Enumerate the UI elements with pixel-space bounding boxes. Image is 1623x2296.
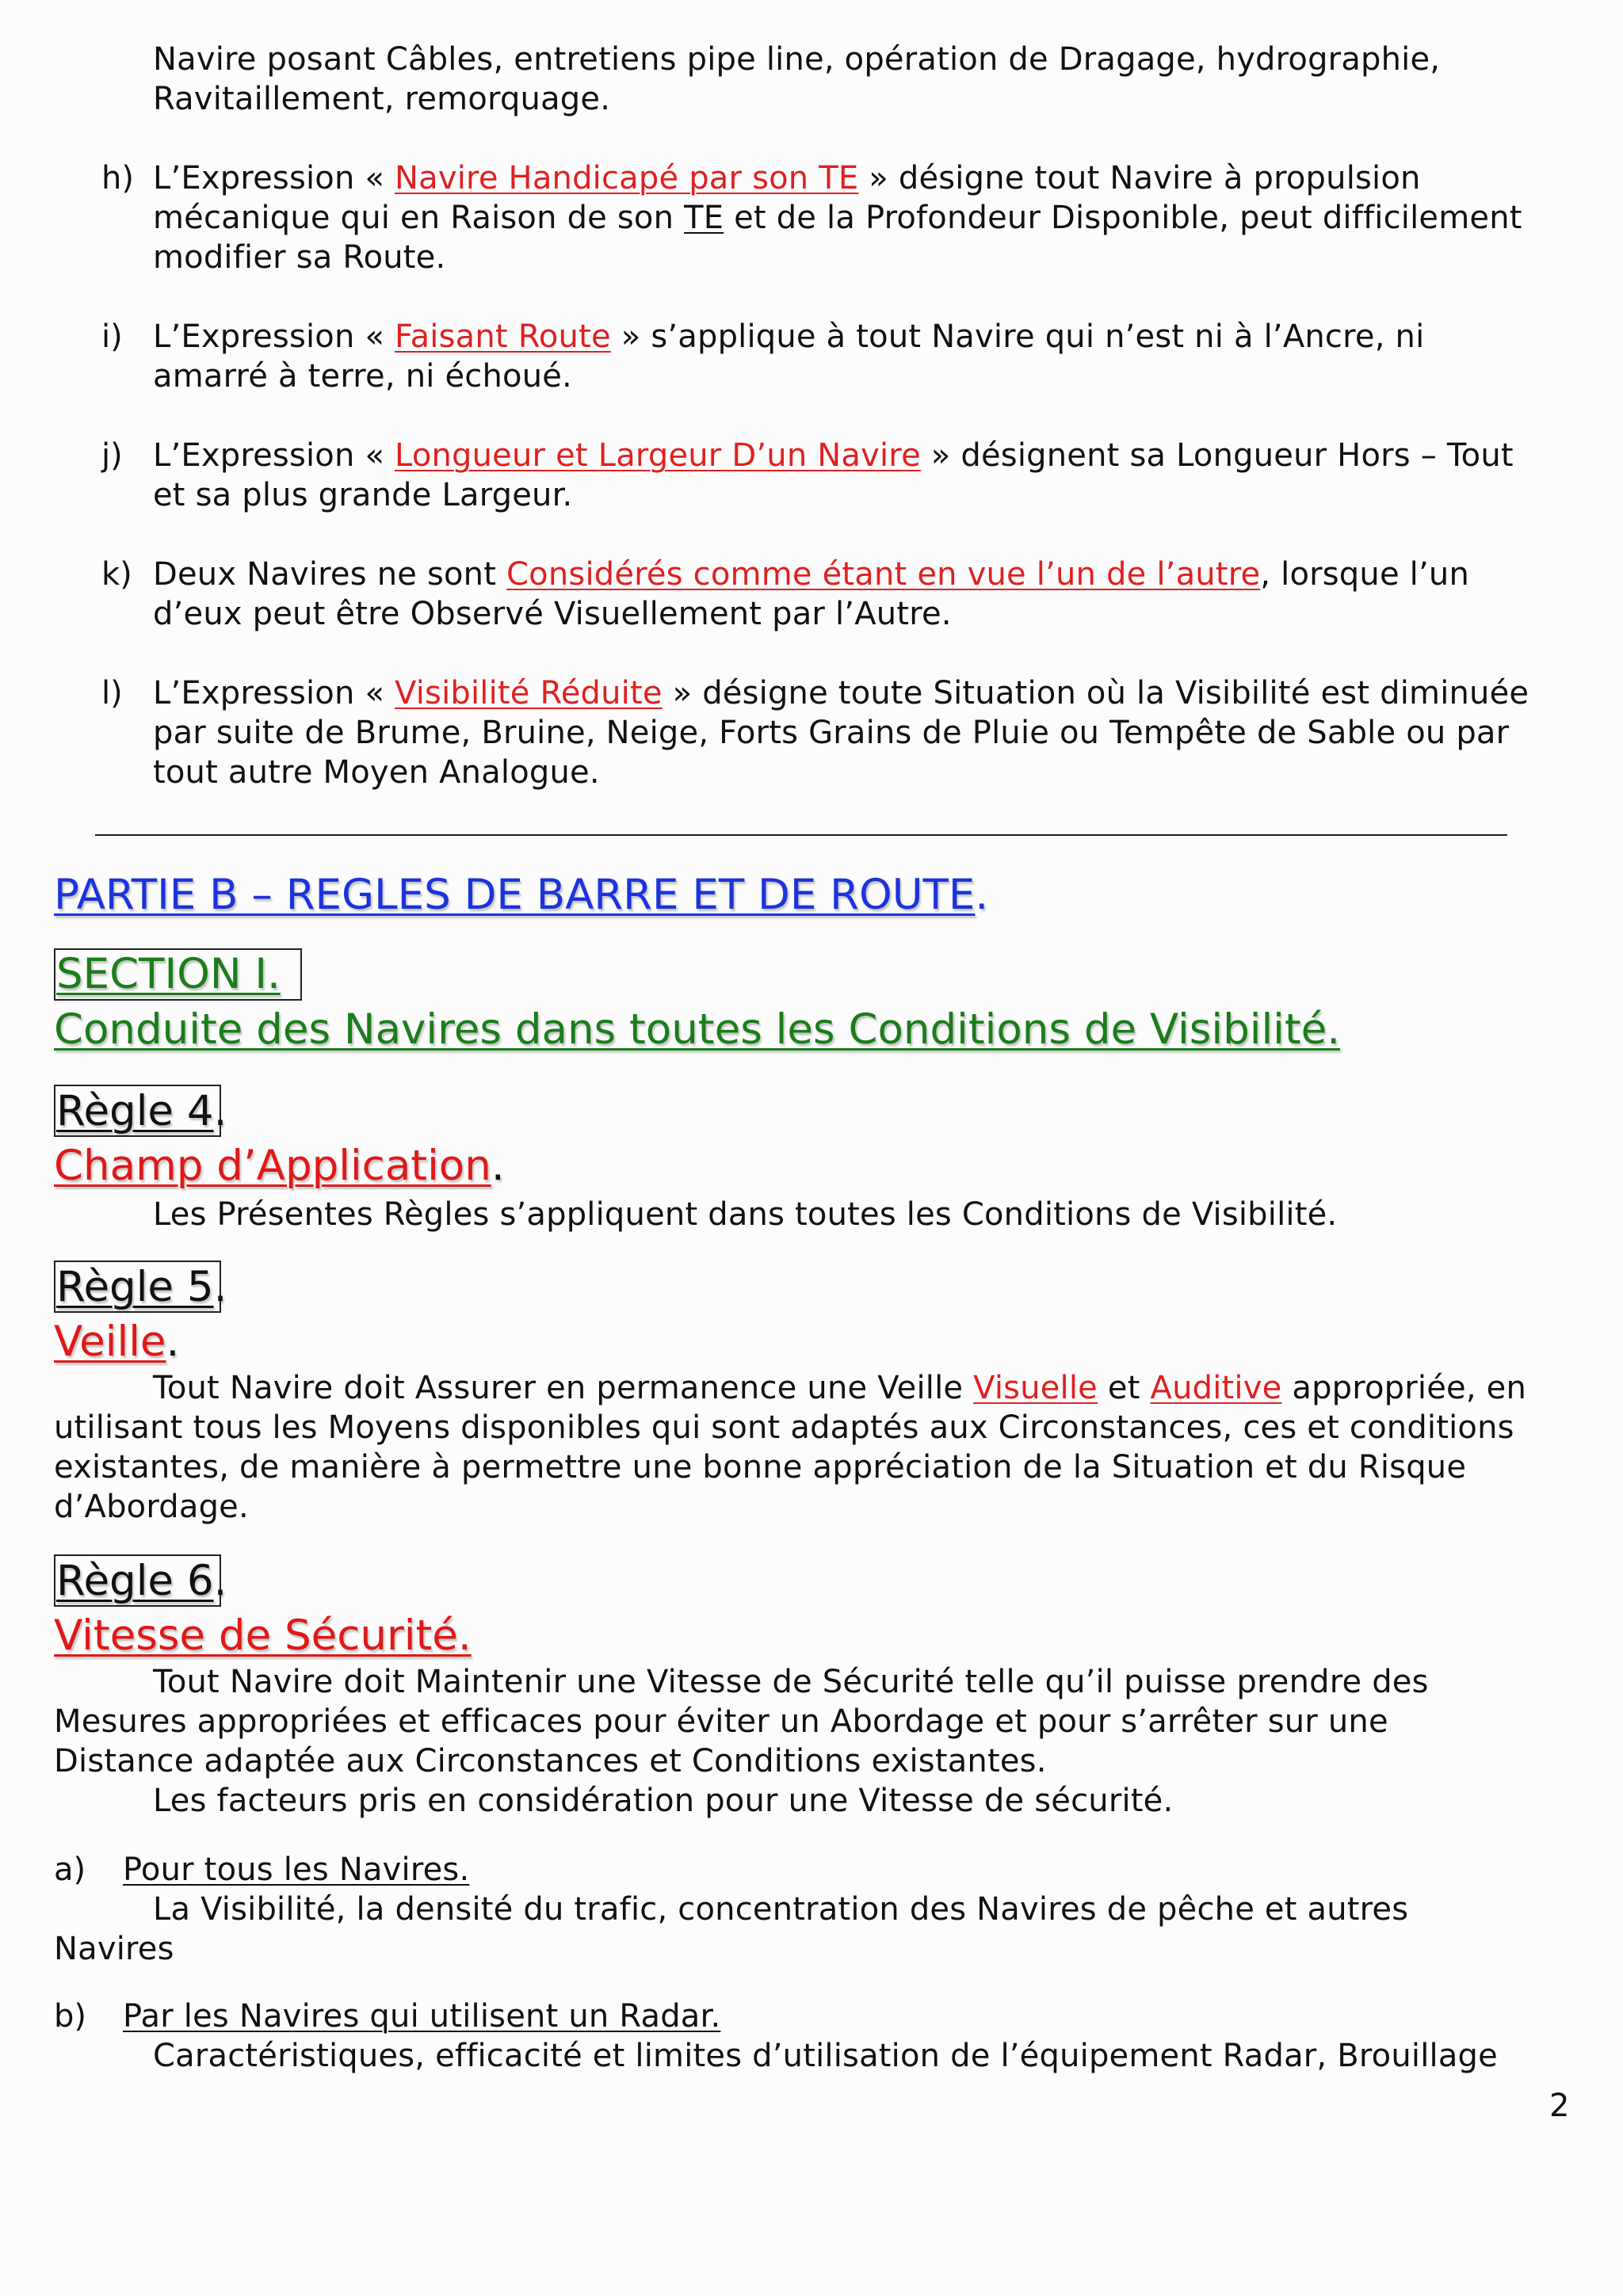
- regle-5-line-1: Tout Navire doit Assurer en permanence une Veille Visuelle et Auditive appropriée, en: [153, 1370, 1527, 1406]
- regle-6-line-4: Les facteurs pris en considération pour une Vitesse de sécurité.: [153, 1783, 1174, 1819]
- def-l-line-2: par suite de Brume, Bruine, Neige, Forts Grains de Pluie ou Tempête de Sable ou par: [153, 715, 1510, 751]
- regle-5-label: Règle 5.: [56, 1263, 227, 1311]
- regle-6-label: Règle 6.: [56, 1557, 227, 1605]
- def-i-line-1: L’Expression « Faisant Route » s’applique à tout Navire qui n’est ni à l’Ancre, ni: [153, 318, 1425, 355]
- def-i-line-2: amarré à terre, ni échoué.: [153, 358, 572, 395]
- def-l-term: Visibilité Réduite: [395, 675, 663, 711]
- regle-4-text: Les Présentes Règles s’appliquent dans toutes les Conditions de Visibilité.: [153, 1196, 1338, 1233]
- def-g-line-2: Ravitaillement, remorquage.: [153, 81, 611, 117]
- item-b-label: b): [54, 1998, 86, 2035]
- item-b-line-1: Caractéristiques, efficacité et limites d’utilisation de l’équipement Radar, Brouillage: [153, 2038, 1498, 2074]
- def-k-line-2: d’eux peut être Observé Visuellement par l’Autre.: [153, 596, 952, 632]
- def-l-line-3: tout autre Moyen Analogue.: [153, 754, 600, 791]
- def-j-line-1: L’Expression « Longueur et Largeur D’un Navire » désignent sa Longueur Hors – Tout: [153, 437, 1514, 474]
- def-h-line-3: modifier sa Route.: [153, 239, 446, 276]
- regle-4-label: Règle 4.: [56, 1087, 227, 1135]
- section-divider: [95, 834, 1507, 836]
- regle-6-line-1: Tout Navire doit Maintenir une Vitesse de Sécurité telle qu’il puisse prendre des: [153, 1664, 1429, 1700]
- def-j-label: j): [101, 437, 123, 474]
- item-a-title: Pour tous les Navires.: [123, 1852, 470, 1888]
- def-l-line-1: L’Expression « Visibilité Réduite » désigne toute Situation où la Visibilité est diminuée: [153, 675, 1529, 711]
- regle-5-line-4: d’Abordage.: [54, 1489, 249, 1525]
- item-a-line-2: Navires: [54, 1931, 174, 1967]
- partie-b-heading: PARTIE B – REGLES DE BARRE ET DE ROUTE.: [54, 871, 989, 919]
- regle-6-line-2: Mesures appropriées et efficaces pour éviter un Abordage et pour s’arrêter sur une: [54, 1703, 1388, 1740]
- regle-6-line-3: Distance adaptée aux Circonstances et Conditions existantes.: [54, 1743, 1047, 1779]
- item-b-title: Par les Navires qui utilisent un Radar.: [123, 1998, 721, 2035]
- def-h-line-2: mécanique qui en Raison de son TE et de la Profondeur Disponible, peut difficilement: [153, 200, 1522, 236]
- section-1-subtitle: Conduite des Navires dans toutes les Conditions de Visibilité.: [54, 1005, 1341, 1054]
- def-h-line-1: L’Expression « Navire Handicapé par son TE » désigne tout Navire à propulsion: [153, 160, 1421, 196]
- section-1-heading: SECTION I.: [56, 950, 281, 998]
- def-l-label: l): [101, 675, 123, 711]
- te-abbr: TE: [684, 200, 724, 236]
- def-k-line-1: Deux Navires ne sont Considérés comme étant en vue l’un de l’autre, lorsque l’un: [153, 556, 1469, 593]
- item-a-line-1: La Visibilité, la densité du trafic, concentration des Navires de pêche et autres: [153, 1891, 1409, 1928]
- def-j-line-2: et sa plus grande Largeur.: [153, 477, 573, 513]
- regle-4-title: Champ d’Application.: [54, 1142, 505, 1190]
- regle-5-line-3: existantes, de manière à permettre une bonne appréciation de la Situation et du Risque: [54, 1449, 1467, 1486]
- def-j-term: Longueur et Largeur D’un Navire: [395, 437, 921, 474]
- regle-6-title: Vitesse de Sécurité.: [54, 1611, 472, 1660]
- regle-5-title: Veille.: [54, 1318, 180, 1366]
- regle-5-line-2: utilisant tous les Moyens disponibles qui sont adaptés aux Circonstances, ces et conditions: [54, 1409, 1514, 1446]
- def-i-term: Faisant Route: [395, 318, 611, 355]
- def-i-label: i): [101, 318, 123, 355]
- item-a-label: a): [54, 1852, 86, 1888]
- def-k-term: Considérés comme étant en vue l’un de l’autre: [506, 556, 1261, 593]
- def-k-label: k): [101, 556, 132, 593]
- auditive-term: Auditive: [1150, 1370, 1282, 1406]
- def-h-label: h): [101, 160, 134, 196]
- page-number: 2: [1549, 2088, 1570, 2124]
- def-h-term: Navire Handicapé par son TE: [395, 160, 859, 196]
- def-g-line-1: Navire posant Câbles, entretiens pipe line, opération de Dragage, hydrographie,: [153, 41, 1441, 78]
- visuelle-term: Visuelle: [973, 1370, 1098, 1406]
